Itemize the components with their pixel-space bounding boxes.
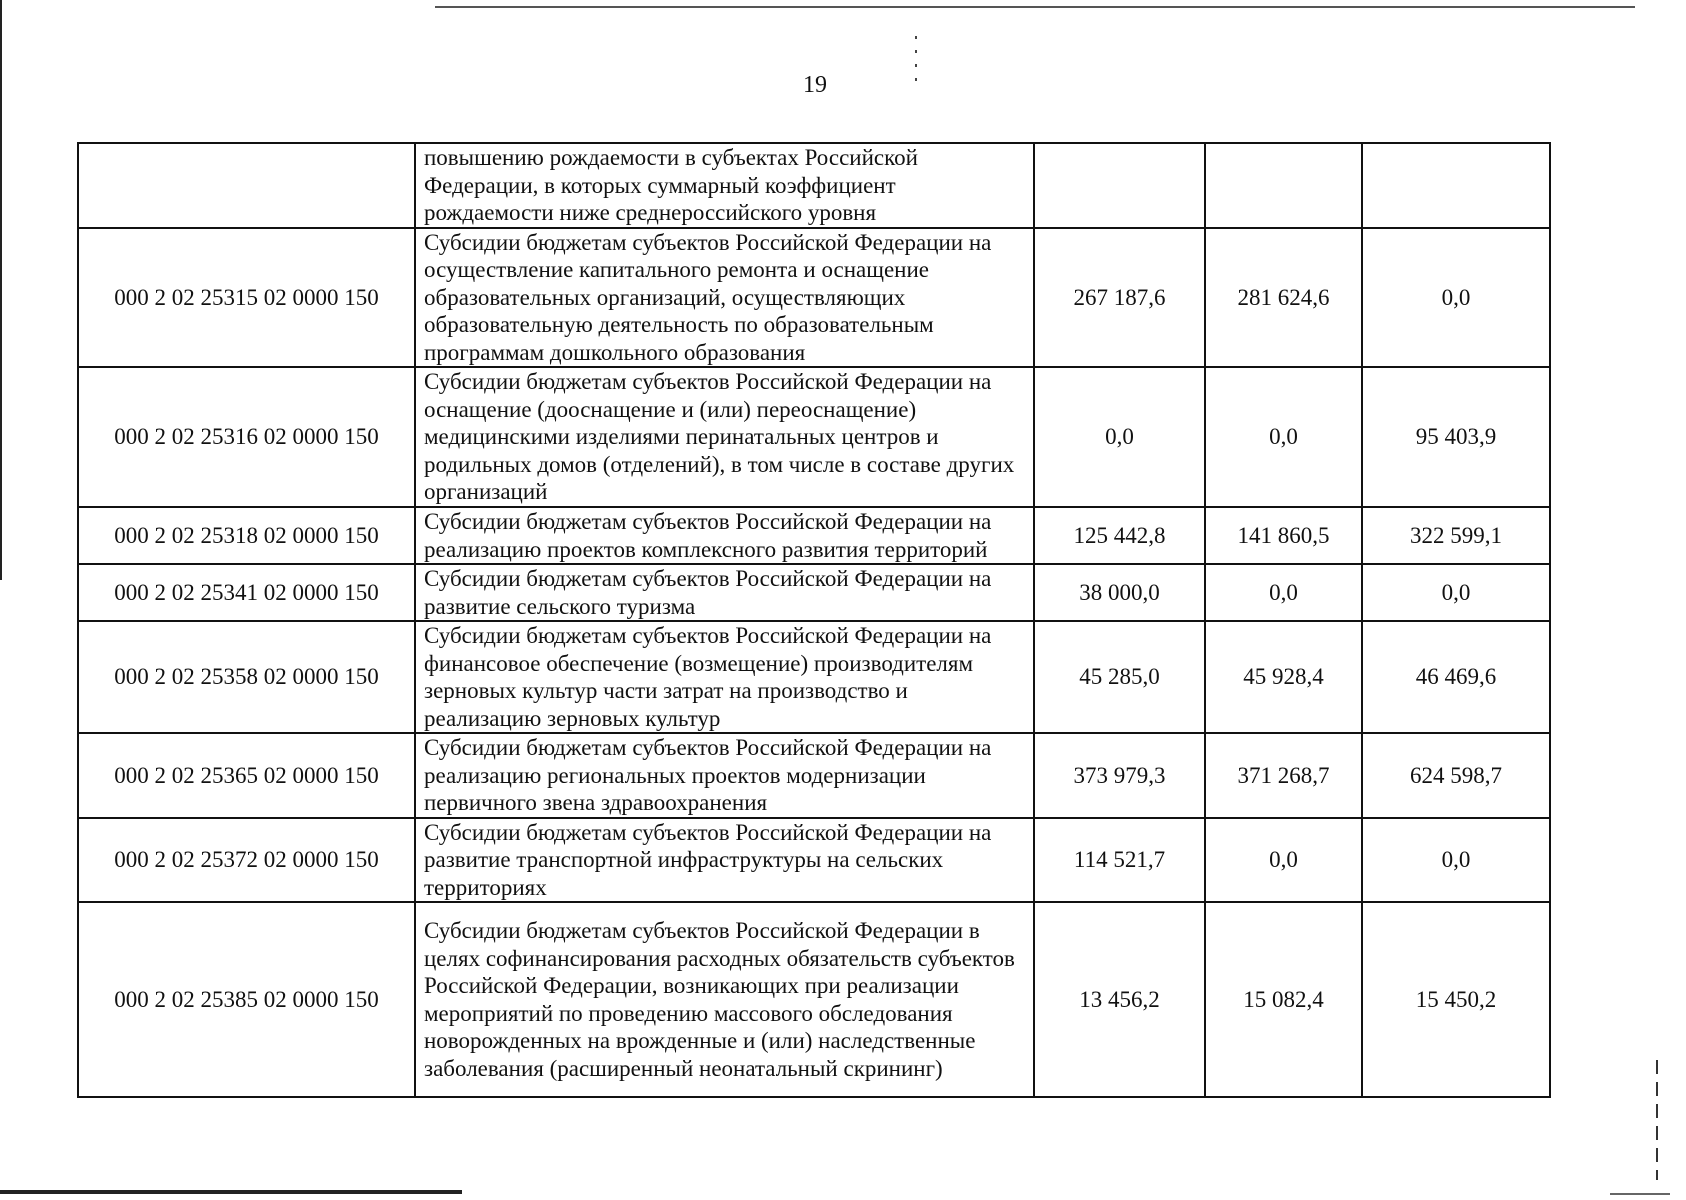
scan-border-bottom — [0, 1190, 462, 1194]
value-cell-1: 13 456,2 — [1034, 902, 1205, 1097]
code-cell: 000 2 02 25341 02 0000 150 — [78, 564, 415, 621]
value-cell-1: 373 979,3 — [1034, 733, 1205, 818]
description-cell: Субсидии бюджетам субъектов Российской Федерации на оснащение (дооснащение и (или) переоснащение) медицинскими изделиями перинатальных центров и родильных домов (отделений), в том числе в составе других организаций — [415, 367, 1034, 507]
table-row — [78, 733, 1550, 818]
value-cell-2: 15 082,4 — [1205, 902, 1362, 1097]
value-cell-3: 0,0 — [1362, 564, 1550, 621]
description-cell: Субсидии бюджетам субъектов Российской Федерации на развитие транспортной инфраструктуры на сельских территориях — [415, 818, 1034, 903]
description-cell: Субсидии бюджетам субъектов Российской Федерации на финансовое обеспечение (возмещение) производителям зерновых культур части затрат на производство и реализацию зерновых культур — [415, 621, 1034, 733]
value-cell-1: 0,0 — [1034, 367, 1205, 507]
table-row — [78, 902, 1550, 1097]
code-cell: 000 2 02 25315 02 0000 150 — [78, 228, 415, 368]
table-row — [78, 818, 1550, 903]
value-cell-3: 322 599,1 — [1362, 507, 1550, 564]
scan-border-bottom-right — [1610, 1193, 1670, 1195]
code-cell: 000 2 02 25358 02 0000 150 — [78, 621, 415, 733]
value-cell-2: 0,0 — [1205, 564, 1362, 621]
table-row — [78, 621, 1550, 733]
scan-dash-right — [1656, 1060, 1658, 1180]
code-cell: 000 2 02 25365 02 0000 150 — [78, 733, 415, 818]
scan-dash-mid — [915, 36, 917, 86]
page-number: 19 — [803, 72, 827, 98]
code-cell — [78, 143, 415, 228]
table-row — [78, 507, 1550, 564]
value-cell-3 — [1362, 143, 1550, 228]
value-cell-1: 38 000,0 — [1034, 564, 1205, 621]
value-cell-2: 0,0 — [1205, 818, 1362, 903]
table-row — [78, 228, 1550, 368]
value-cell-1: 267 187,6 — [1034, 228, 1205, 368]
code-cell: 000 2 02 25318 02 0000 150 — [78, 507, 415, 564]
value-cell-3: 46 469,6 — [1362, 621, 1550, 733]
value-cell-3: 0,0 — [1362, 228, 1550, 368]
value-cell-2: 281 624,6 — [1205, 228, 1362, 368]
description-cell: Субсидии бюджетам субъектов Российской Федерации на осуществление капитального ремонта и оснащение образовательных организаций, осуществляющих образовательную деятельность по образовательным программам дошкольного образования — [415, 228, 1034, 368]
value-cell-2 — [1205, 143, 1362, 228]
value-cell-3: 0,0 — [1362, 818, 1550, 903]
value-cell-2: 371 268,7 — [1205, 733, 1362, 818]
value-cell-1: 125 442,8 — [1034, 507, 1205, 564]
description-cell: Субсидии бюджетам субъектов Российской Федерации на реализацию региональных проектов модернизации первичного звена здравоохранения — [415, 733, 1034, 818]
value-cell-2: 45 928,4 — [1205, 621, 1362, 733]
code-cell: 000 2 02 25372 02 0000 150 — [78, 818, 415, 903]
value-cell-2: 0,0 — [1205, 367, 1362, 507]
table-row — [78, 564, 1550, 621]
value-cell-1: 114 521,7 — [1034, 818, 1205, 903]
value-cell-3: 95 403,9 — [1362, 367, 1550, 507]
scan-border-top — [435, 6, 1635, 8]
value-cell-3: 624 598,7 — [1362, 733, 1550, 818]
value-cell-3: 15 450,2 — [1362, 902, 1550, 1097]
description-cell: Субсидии бюджетам субъектов Российской Федерации на реализацию проектов комплексного развития территорий — [415, 507, 1034, 564]
description-cell: Субсидии бюджетам субъектов Российской Федерации на развитие сельского туризма — [415, 564, 1034, 621]
description-cell: повышению рождаемости в субъектах Российской Федерации, в которых суммарный коэффициент рождаемости ниже среднероссийского уровня — [415, 143, 1034, 228]
scan-border-left — [0, 0, 2, 580]
table-row — [78, 143, 1550, 228]
code-cell: 000 2 02 25385 02 0000 150 — [78, 902, 415, 1097]
budget-table — [77, 142, 1551, 1098]
value-cell-1: 45 285,0 — [1034, 621, 1205, 733]
value-cell-2: 141 860,5 — [1205, 507, 1362, 564]
description-cell: Субсидии бюджетам субъектов Российской Федерации в целях софинансирования расходных обязательств субъектов Российской Федерации, возникающих при реализации мероприятий по проведению массового обследования новорожденных на врожденные и (или) наследственные заболевания (расширенный неонатальный скрининг) — [415, 902, 1034, 1097]
code-cell: 000 2 02 25316 02 0000 150 — [78, 367, 415, 507]
table-row — [78, 367, 1550, 507]
value-cell-1 — [1034, 143, 1205, 228]
